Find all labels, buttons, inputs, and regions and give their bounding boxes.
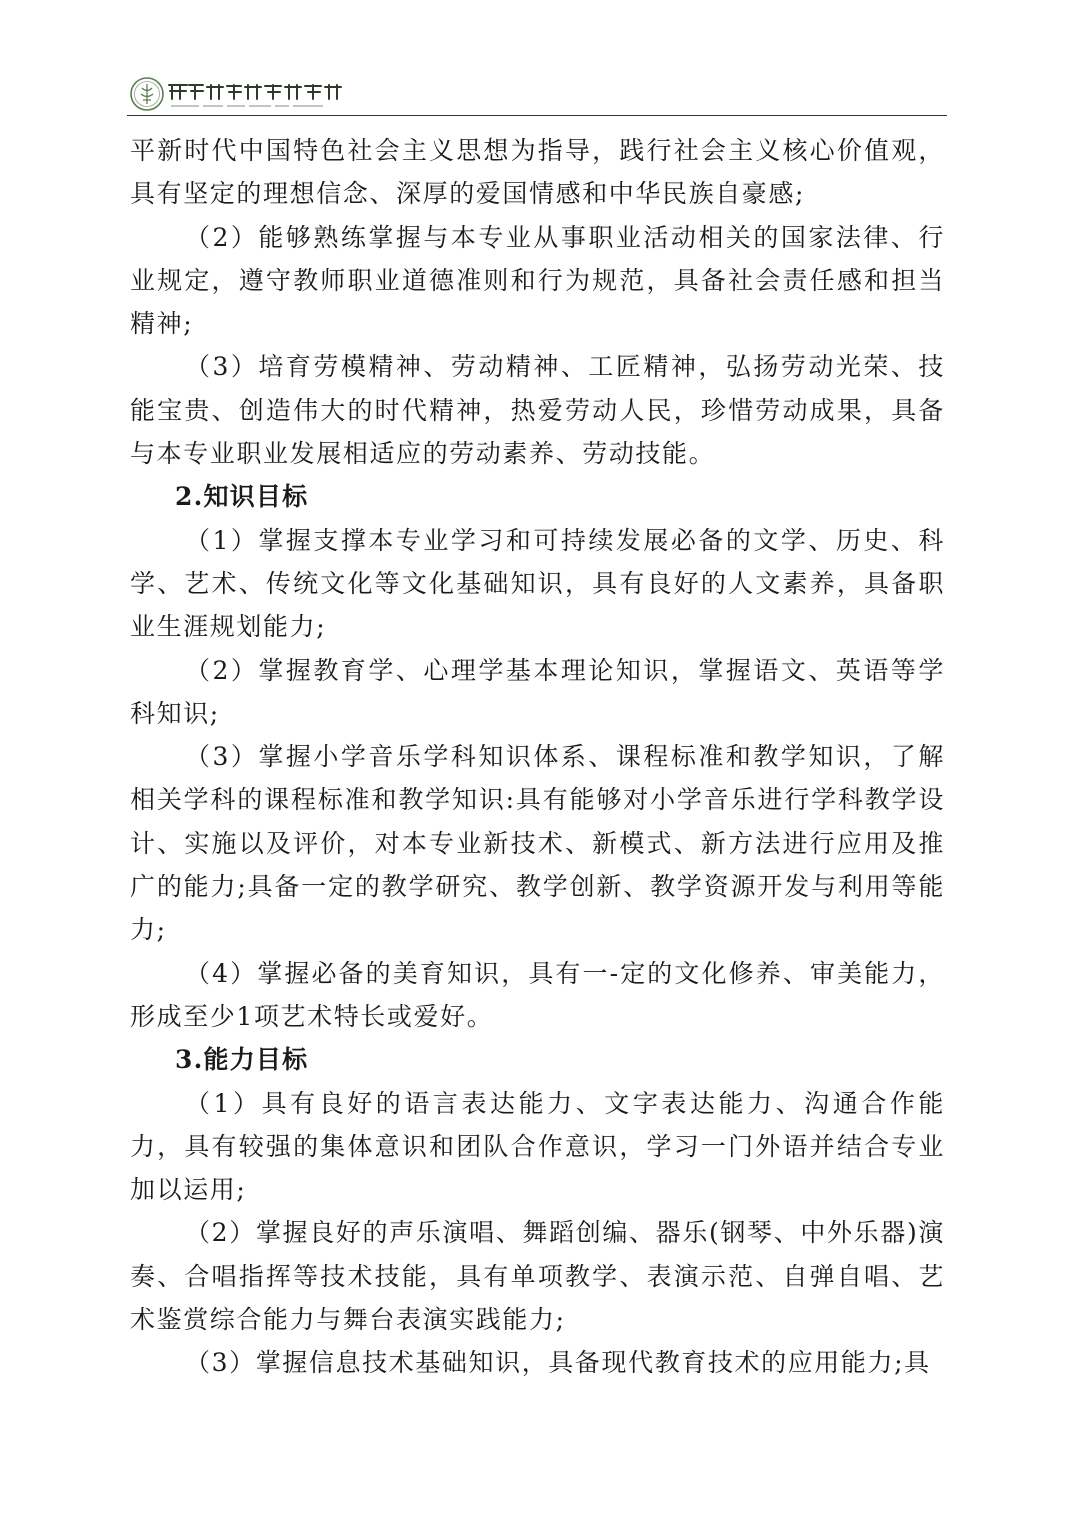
knowledge-item-3: （3）掌握小学音乐学科知识体系、课程标准和教学知识，了解相关学科的课程标准和教学知识:具有能够对小学音乐进行学科教学设计、实施以及评价，对本专业新技术、新模式、新方法进行应用及推广的能力;具备一定的教学研究、教学创新、教学资源开发与利用等能力;	[130, 742, 945, 945]
section-heading-knowledge: 2.知识目标	[175, 482, 309, 512]
ability-item-1: （1）具有良好的语言表达能力、文字表达能力、沟通合作能力，具有较强的集体意识和团队合作意识，学习一门外语并结合专业加以运用;	[130, 1088, 945, 1205]
ability-item-2: （2）掌握良好的声乐演唱、舞蹈创编、器乐(钢琴、中外乐器)演奏、合唱指挥等技术技能，具有单项教学、表演示范、自弹自唱、艺术鉴赏综合能力与舞台表演实践能力;	[130, 1218, 945, 1335]
paragraph-item-2: （2）能够熟练掌握与本专业从事职业活动相关的国家法律、行业规定，遵守教师职业道德准则和行为规范，具备社会责任感和担当精神;	[130, 222, 945, 339]
knowledge-item-1: （1）掌握支撑本专业学习和可持续发展必备的文学、历史、科学、艺术、传统文化等文化基础知识，具有良好的人文素养，具备职业生涯规划能力;	[130, 525, 945, 642]
section-heading-ability: 3.能力目标	[175, 1045, 309, 1075]
school-logo	[127, 72, 357, 116]
header-divider	[127, 115, 947, 116]
ability-item-3: （3）掌握信息技术基础知识，具备现代教育技术的应用能力;具	[185, 1348, 931, 1378]
paragraph-continuation: 平新时代中国特色社会主义思想为指导，践行社会主义核心价值观，具有坚定的理想信念、深厚的爱国情感和中华民族自豪感;	[130, 136, 945, 209]
paragraph-item-3: （3）培育劳模精神、劳动精神、工匠精神，弘扬劳动光荣、技能宝贵、创造伟大的时代精神，热爱劳动人民，珍惜劳动成果，具备与本专业职业发展相适应的劳动素养、劳动技能。	[130, 352, 945, 469]
document-body	[130, 129, 945, 1385]
page-header	[127, 72, 947, 116]
knowledge-item-4: （4）掌握必备的美育知识，具有一-定的文化修养、审美能力，形成至少1项艺术特长或爱好。	[130, 958, 945, 1031]
knowledge-item-2: （2）掌握教育学、心理学基本理论知识，掌握语文、英语等学科知识;	[130, 655, 945, 728]
